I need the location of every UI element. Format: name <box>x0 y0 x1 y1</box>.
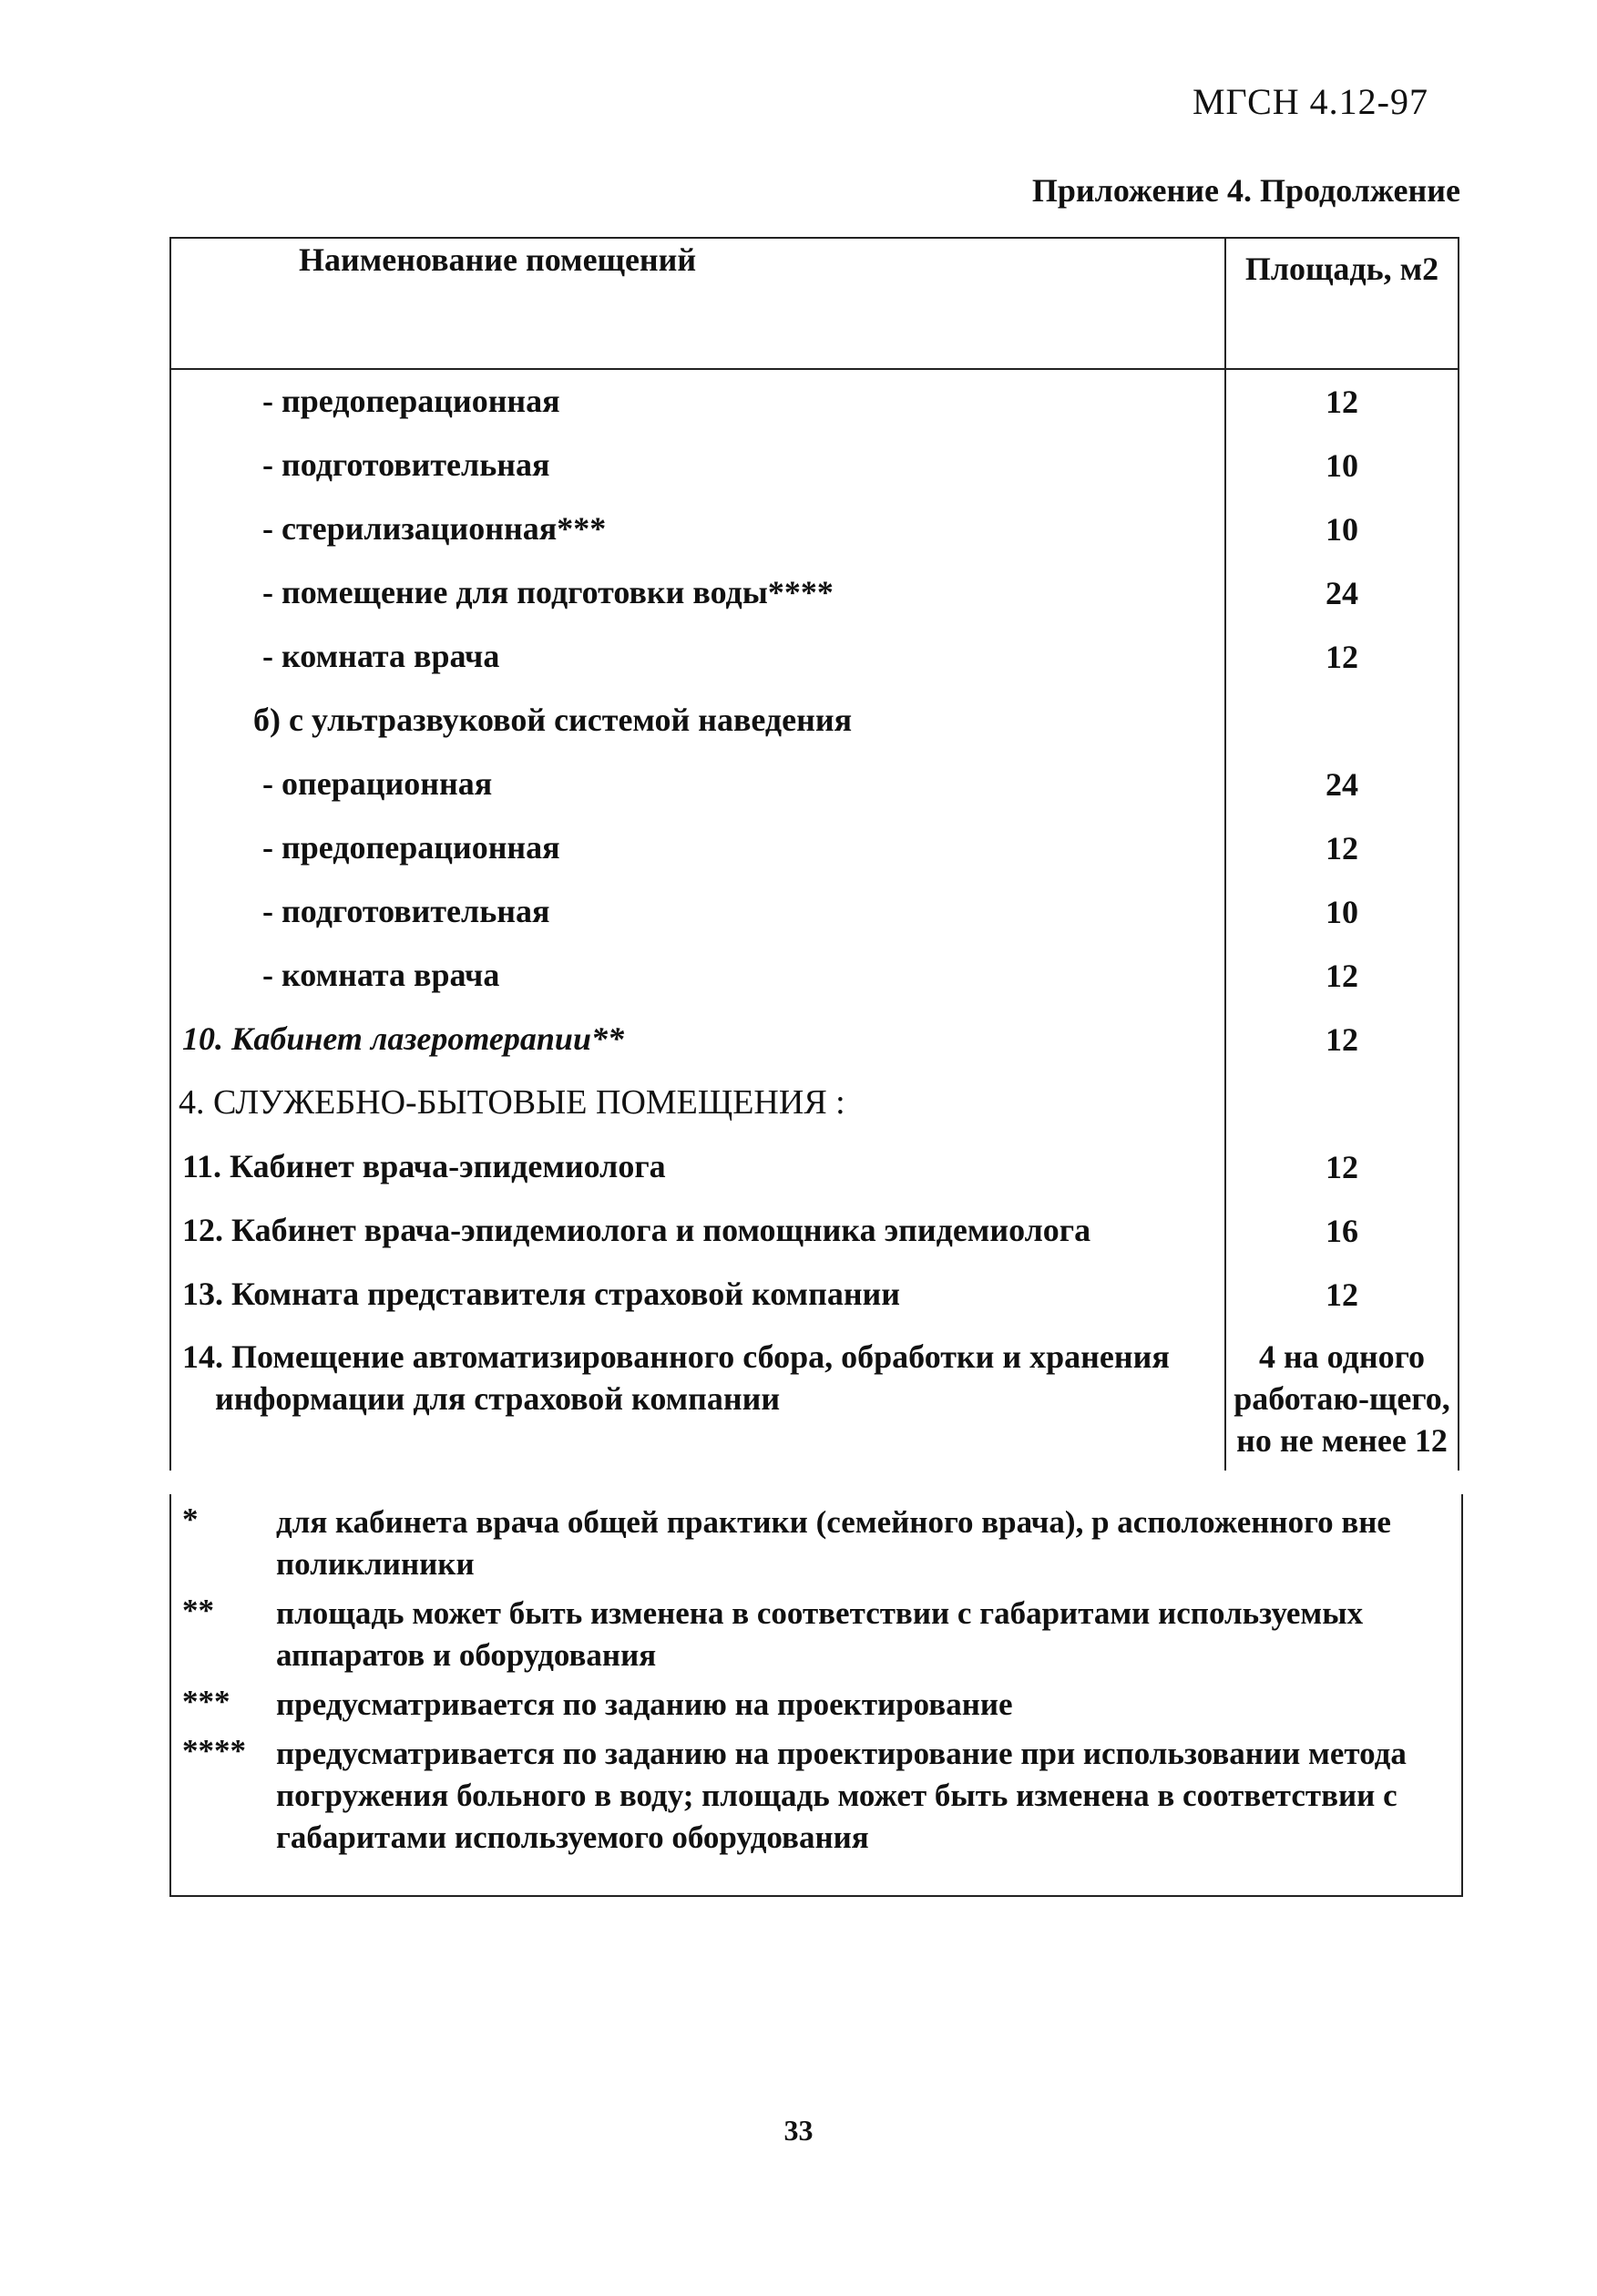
section-heading: 4. СЛУЖЕБНО-БЫТОВЫЕ ПОМЕЩЕНИЯ : <box>170 1071 1225 1135</box>
room-area: 12 <box>1225 816 1459 880</box>
footnote <box>171 1502 1461 1585</box>
table-row <box>170 1263 1459 1327</box>
room-area <box>1225 1071 1459 1135</box>
room-area: 16 <box>1225 1199 1459 1263</box>
room-name: - предоперационная <box>170 816 1225 880</box>
table-row <box>170 1008 1459 1071</box>
room-area: 12 <box>1225 1135 1459 1199</box>
room-name: - операционная <box>170 753 1225 816</box>
document-code: МГСН 4.12-97 <box>1192 81 1428 122</box>
room-area: 10 <box>1225 434 1459 497</box>
footnote-text: площадь может быть изменена в соответствии с габаритами используемых аппаратов и оборудования <box>276 1595 1364 1673</box>
footnote-mark: **** <box>182 1733 246 1768</box>
footnote-text: предусматривается по заданию на проектирование <box>276 1686 1013 1722</box>
footnote-mark: * <box>182 1502 199 1537</box>
room-area: 12 <box>1225 369 1459 434</box>
table-row <box>170 1327 1459 1471</box>
room-area: 10 <box>1225 880 1459 944</box>
table-row <box>170 816 1459 880</box>
room-name: - комната врача <box>170 625 1225 689</box>
room-area: 12 <box>1225 1008 1459 1071</box>
footnote-text: для кабинета врача общей практики (семейного врача), р асположенного вне поликлиники <box>276 1504 1391 1582</box>
footnote-mark: *** <box>182 1684 230 1719</box>
room-area: 12 <box>1225 625 1459 689</box>
table-row <box>170 561 1459 625</box>
table-row <box>170 1071 1459 1135</box>
table-row <box>170 434 1459 497</box>
footnote-text: предусматривается по заданию на проектирование при использовании метода погружения больного в воду; площадь может быть изменена в соответствии с габаритами используемого оборудования <box>276 1736 1407 1855</box>
room-area <box>1225 689 1459 753</box>
footnote <box>171 1733 1461 1859</box>
room-name: - помещение для подготовки воды**** <box>170 561 1225 625</box>
page-number: 33 <box>783 2114 814 2147</box>
table-row <box>170 369 1459 434</box>
table-row <box>170 1199 1459 1263</box>
table-row <box>170 497 1459 561</box>
rooms-table <box>169 237 1459 1471</box>
room-name: - стерилизационная*** <box>170 497 1225 561</box>
footnote <box>171 1684 1461 1726</box>
room-name: 13. Комната представителя страховой компании <box>170 1263 1225 1327</box>
room-area: 12 <box>1225 1263 1459 1327</box>
footnote-mark: ** <box>182 1593 214 1628</box>
table-row <box>170 625 1459 689</box>
column-header-name: Наименование помещений <box>170 238 1225 369</box>
table-row <box>170 1135 1459 1199</box>
appendix-title: Приложение 4. Продолжение <box>1031 172 1460 209</box>
room-area: 4 на одного работаю-щего, но не менее 12 <box>1225 1327 1459 1471</box>
table-header-row <box>170 238 1459 369</box>
room-name: - комната врача <box>170 944 1225 1008</box>
footnotes <box>169 1494 1463 1897</box>
table-row <box>170 753 1459 816</box>
room-name: - подготовительная <box>170 880 1225 944</box>
room-name: 14. Помещение автоматизированного сбора, обработки и хранения информации для страховой компании <box>170 1327 1225 1471</box>
room-area: 12 <box>1225 944 1459 1008</box>
room-name: 11. Кабинет врача-эпидемиолога <box>170 1135 1225 1199</box>
table-row <box>170 944 1459 1008</box>
room-area: 10 <box>1225 497 1459 561</box>
room-area: 24 <box>1225 561 1459 625</box>
room-name: - подготовительная <box>170 434 1225 497</box>
footnote <box>171 1593 1461 1676</box>
column-header-area: Площадь, м2 <box>1225 238 1459 369</box>
table-row <box>170 880 1459 944</box>
table-row <box>170 689 1459 753</box>
room-name: 12. Кабинет врача-эпидемиолога и помощника эпидемиолога <box>170 1199 1225 1263</box>
room-name: 10. Кабинет лазеротерапии** <box>170 1008 1225 1071</box>
room-area: 24 <box>1225 753 1459 816</box>
room-subgroup: б) с ультразвуковой системой наведения <box>170 689 1225 753</box>
room-name: - предоперационная <box>170 369 1225 434</box>
